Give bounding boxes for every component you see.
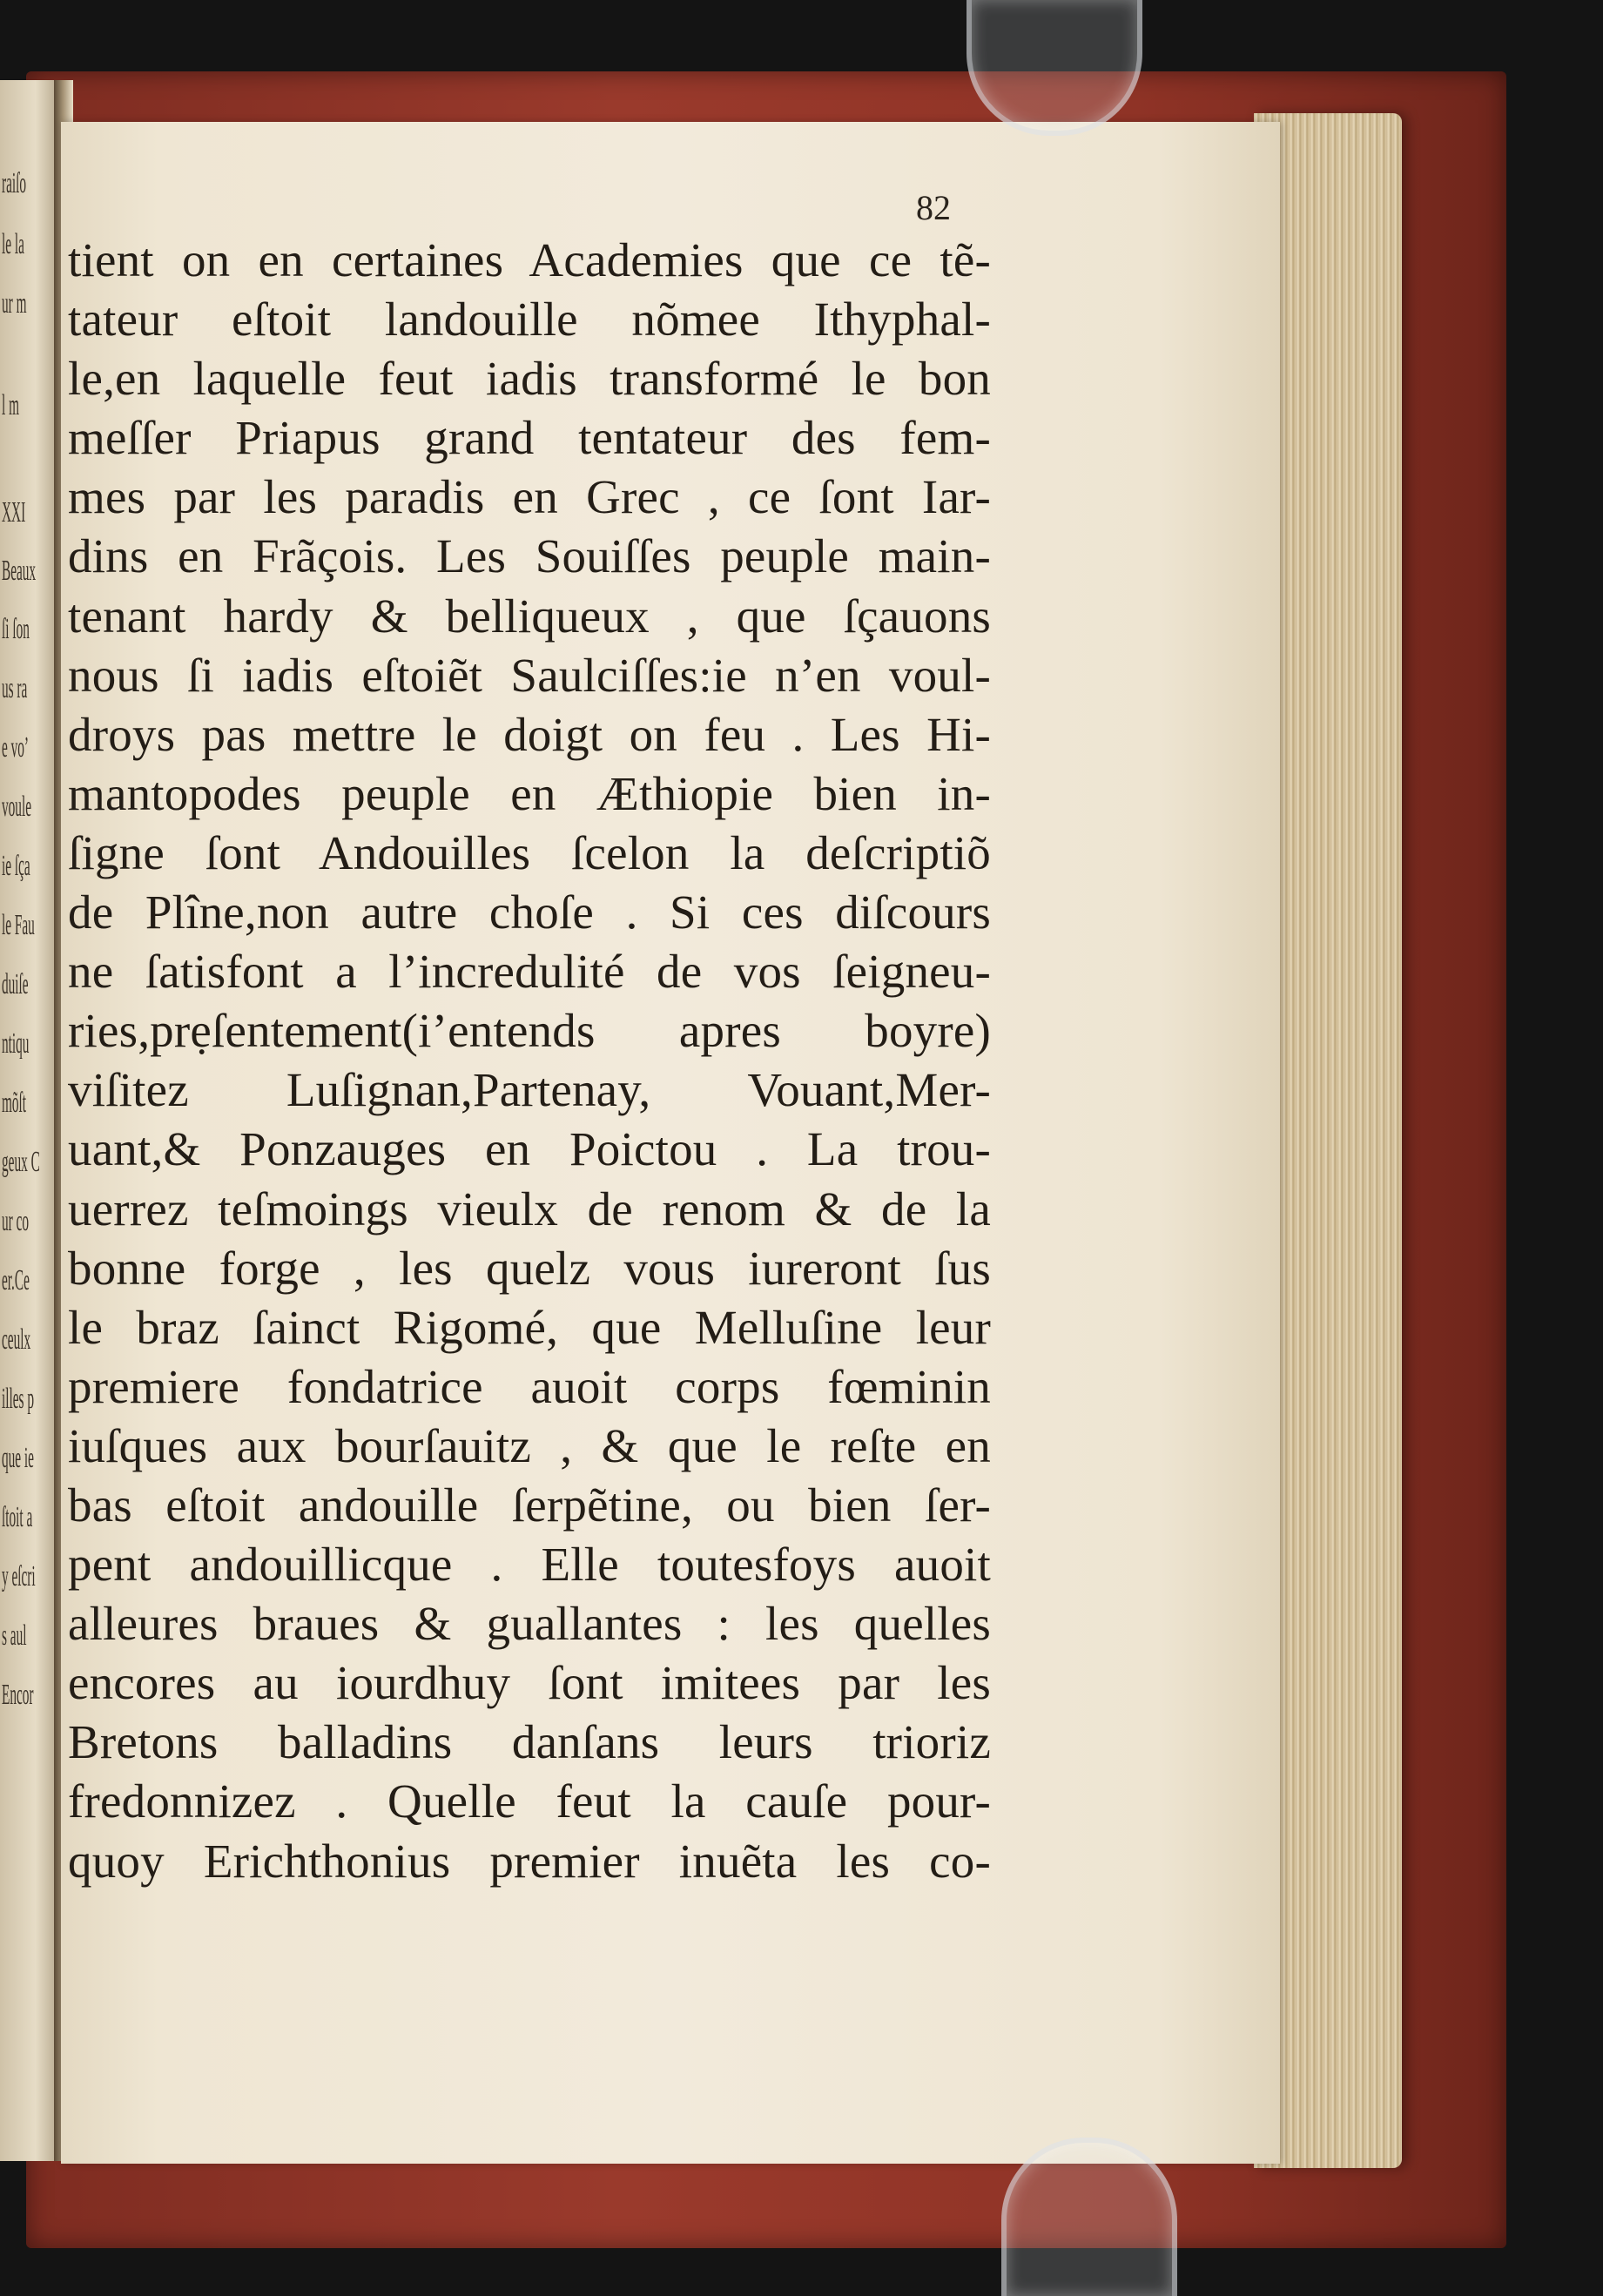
facing-text-fragment: ur m — [2, 287, 27, 320]
facing-text-fragment: que ie — [2, 1442, 34, 1474]
text-line: ſigne ſont Andouilles ſcelon la deſcriptiõ — [68, 825, 991, 879]
text-line: viſitez Luſignan,Partenay, Vouant,Mer- — [68, 1063, 991, 1117]
facing-text-fragment: Encor — [2, 1679, 34, 1711]
text-line: le,en laquelle feut iadis transformé le bon — [68, 352, 991, 406]
text-line: de Plîne,non autre choſe . Si ces diſcours — [68, 885, 991, 939]
text-line: nous ſi iadis eſtoiẽt Saulciſſes:ie n’en voul- — [68, 648, 991, 702]
facing-text-fragment: le Fau — [2, 909, 35, 941]
text-line: alleures braues & guallantes : les quelles — [68, 1597, 991, 1651]
facing-text-fragment: l m — [2, 389, 19, 421]
text-line: dins en Frãçois. Les Souiſſes peuple main- — [68, 529, 991, 583]
facing-text-fragment: Beaux — [2, 555, 37, 587]
text-line: uerrez teſmoings vieulx de renom & de la — [68, 1182, 991, 1236]
facing-text-fragment: us ra — [2, 672, 28, 704]
text-line: iuſques aux bourſauitz , & que le reſte en — [68, 1418, 991, 1472]
text-line: mantopodes peuple en Æthiopie bien in- — [68, 766, 991, 820]
facing-text-fragment: s aul — [2, 1619, 27, 1652]
text-line: premiere fondatrice auoit corps fœminin — [68, 1359, 991, 1413]
facing-text-fragment: voule — [2, 791, 31, 823]
text-line: Bretons balladins danſans leurs trioriz — [68, 1715, 991, 1769]
facing-text-fragment: raiſo — [2, 167, 27, 199]
text-line: bas eſtoit andouille ſerpẽtine, ou bien ſer- — [68, 1478, 991, 1532]
text-line: pent andouillicque . Elle toutesfoys auoit — [68, 1538, 991, 1592]
facing-text-fragment: ceulx — [2, 1323, 31, 1356]
facing-text-fragment: er.Ce — [2, 1264, 30, 1296]
text-line: uant,& Ponzauges en Poictou . La trou- — [68, 1122, 991, 1176]
facing-text-fragment: y eſcri — [2, 1560, 36, 1592]
page-number: 82 — [916, 188, 951, 227]
text-line: tenant hardy & belliqueux , que ſçauons — [68, 589, 991, 643]
facing-text-fragment: ur co — [2, 1205, 30, 1237]
page-text — [68, 231, 991, 1891]
facing-text-fragment: ntiqu — [2, 1027, 30, 1060]
facing-text-fragment: mõſt — [2, 1087, 27, 1119]
text-line: fredonnizez . Quelle feut la cauſe pour- — [68, 1774, 991, 1828]
text-line: quoy Erichthonius premier inuẽta les co- — [68, 1834, 991, 1888]
facing-text-fragment: ſtoit a — [2, 1501, 33, 1533]
text-line: encores au iourdhuy ſont imitees par les — [68, 1656, 991, 1710]
text-line: mes par les paradis en Grec , ce ſont Iar- — [68, 470, 991, 524]
text-line: bonne forge , les quelz vous iureront ſus — [68, 1241, 991, 1295]
text-line: ne ſatisfont a l’incredulité de vos ſeigneu- — [68, 945, 991, 999]
facing-text-fragment: geux C — [2, 1146, 40, 1178]
facing-text-fragment: duiſe — [2, 968, 29, 1000]
text-line: droys pas mettre le doigt on feu . Les Hi- — [68, 707, 991, 761]
text-line: tient on en certaines Academies que ce tẽ- — [68, 233, 991, 286]
facing-page-edge — [0, 80, 59, 2161]
facing-text-fragment: XXI — [2, 496, 26, 529]
facing-text-fragment: le la — [2, 228, 24, 260]
text-line: le braz ſainct Rigomé, que Melluſine leur — [68, 1300, 991, 1354]
text-line: ries,prẹſentement(i’entends apres boyre) — [68, 1004, 991, 1058]
facing-text-fragment: ſi ſon — [2, 613, 30, 645]
facing-text-fragment: ie ſça — [2, 850, 30, 882]
facing-text-fragment: e vo’ — [2, 731, 30, 764]
facing-text-fragment: illes p — [2, 1383, 34, 1415]
page-clip-bottom — [1001, 2138, 1177, 2296]
text-line: tateur eſtoit landouille nõmee Ithyphal- — [68, 293, 991, 347]
text-line: meſſer Priapus grand tentateur des fem- — [68, 411, 991, 465]
